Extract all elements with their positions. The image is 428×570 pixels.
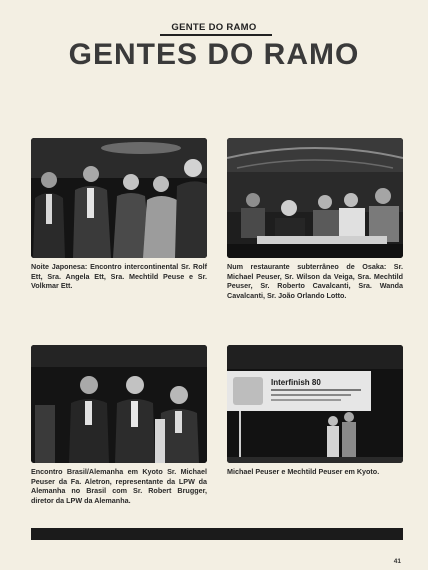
banner-title: Interfinish 80	[271, 378, 321, 387]
photo-caption: Num restaurante subterrâneo de Osaka: Sr. Michael Peuser, Sr. Wilson da Veiga, Sra. Mechtild Peuser, Sr. Roberto Cavalcanti, Sra. Wanda Cavalcanti, Sr. João Orlando Lotto.	[227, 262, 403, 300]
photo-interfinish-kyoto	[227, 345, 403, 463]
photo-encontro-kyoto-image	[31, 345, 207, 463]
photo-noite-japonesa-image	[31, 138, 207, 258]
photo-caption: Noite Japonesa: Encontro intercontinental Sr. Rolf Ett, Sra. Angela Ett, Sra. Mechtild Peuse e Sr. Volkmar Ett.	[31, 262, 207, 291]
photo-interfinish-kyoto-image	[227, 345, 403, 463]
section-label: GENTE DO RAMO	[171, 22, 257, 33]
section-rule	[160, 34, 272, 36]
photo-osaka-restaurante-image	[227, 138, 403, 258]
page-title: GENTES DO RAMO	[68, 38, 360, 71]
photo-noite-japonesa	[31, 138, 207, 258]
page-number: 41	[393, 558, 401, 565]
photo-caption: Encontro Brasil/Alemanha em Kyoto Sr. Michael Peuser da Fa. Aletron, representante da LPW da Alemanha no Brasil com Sr. Robert Brugger, diretor da LPW da Alemanha.	[31, 467, 207, 505]
photo-encontro-kyoto	[31, 345, 207, 463]
photo-osaka-restaurante	[227, 138, 403, 258]
photo-caption: Michael Peuser e Mechtild Peuser em Kyoto.	[227, 467, 380, 476]
footer-bar	[31, 528, 403, 540]
